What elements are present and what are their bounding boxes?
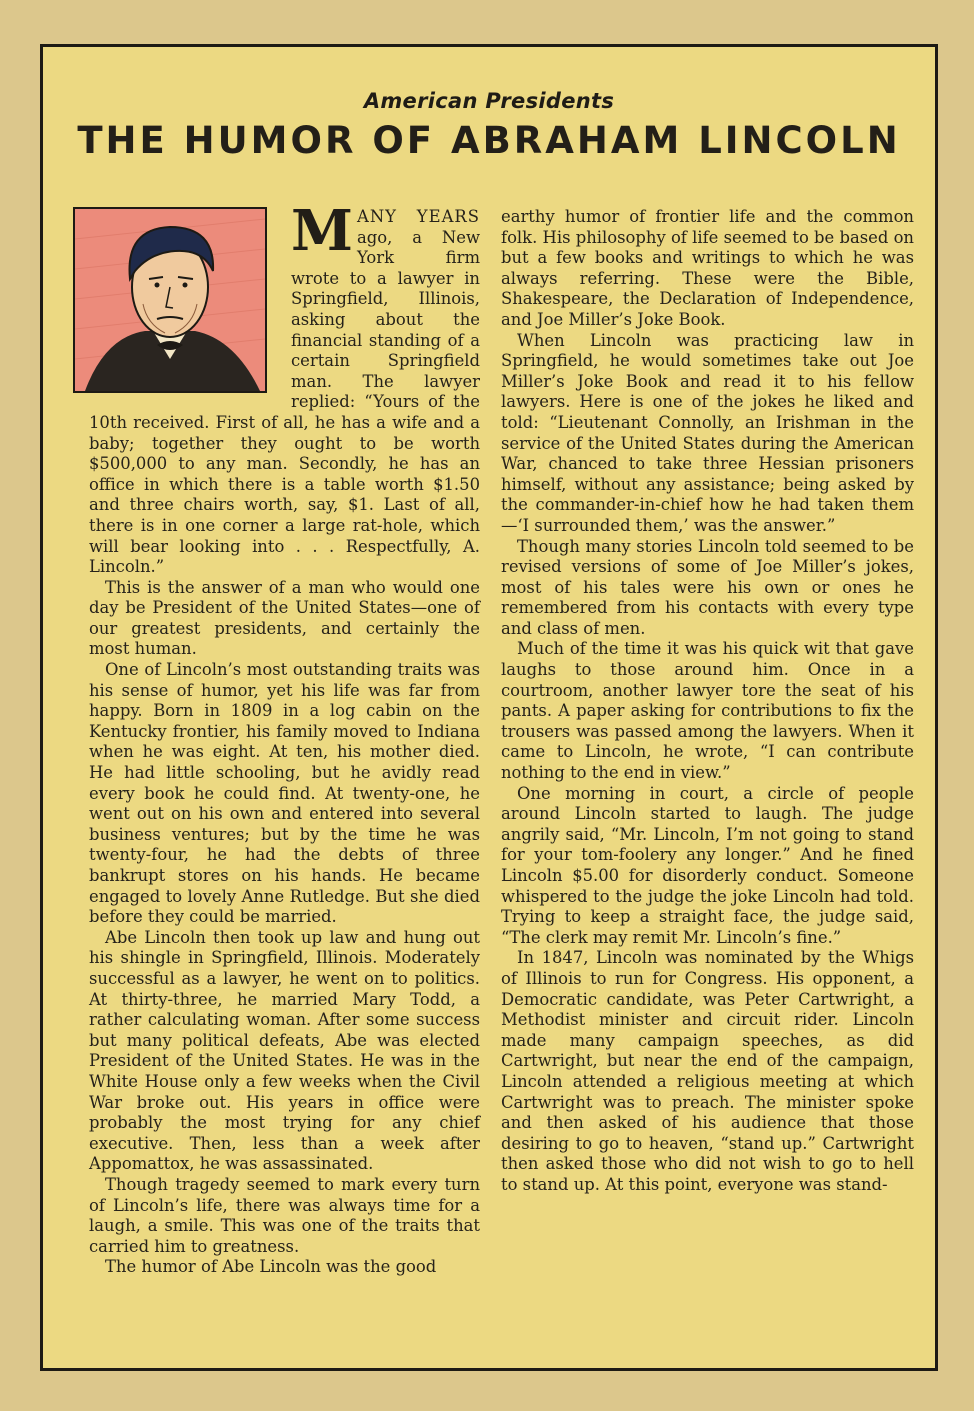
article-paragraph: One of Lincoln’s most outstanding traits was his sense of humor, yet his life was far from happy. Born in 1809 in a log cabin on the Kentucky frontier, his family moved to Indiana when he was eight. At ten, his mother died. He had little schooling, but he avidly read every book he could find. At twenty-one, he went out on his own and entered into several business ventures; but by the time he was twenty-four, he had the debts of three bankrupt stores on his hands. He became engaged to lovely Anne Rutledge. But she died before they could be married. [89,660,480,927]
series-title: American Presidents [363,89,615,113]
article-paragraph: This is the answer of a man who would one day be President of the United States—one of our greatest presidents, and certainly the most human. [89,577,480,659]
article-paragraph [89,198,480,578]
article-frame [40,44,938,1371]
opening-caps: ANY YEARS [357,207,480,226]
article-paragraph: Abe Lincoln then took up law and hung out his shingle in Springfield, Illinois. Moderately successful as a lawyer, he went on to politics. At thirty-three, he married Mary Todd, a rather calculating woman. After some success but many political defeats, Abe was elected President of the United States. He was in the White House only a few weeks when the Civil War broke out. His years in office were probably the most trying for any chief executive. Then, less than a week after Appomattox, he was assassinated. [89,927,480,1174]
left-column [89,198,480,1278]
drop-cap: M [291,198,353,264]
article-paragraph: When Lincoln was practicing law in Springfield, he would sometimes take out Joe Miller’s Joke Book and read it to his fellow lawyers. Here is one of the jokes he liked and told: “Lieutenant Connolly, an Irishman in the service of the United States during the American War, chanced to take three Hessian prisoners himself, without any assistance; being asked by the commander-in-chief how he had taken them—‘I surrounded them,’ was the answer.” [501,330,914,535]
article-paragraph: Much of the time it was his quick wit that gave laughs to those around him. Once in a courtroom, another lawyer tore the seat of his pants. A paper asking for contributions to fix the trousers was passed among the lawyers. When it came to Lincoln, he wrote, “I can contribute nothing to the end in view.” [501,639,914,783]
paragraph-text: ago, a New York firm wrote to a lawyer in Springfield, Illinois, asking about the financial standing of a certain Springfield man. The lawyer replied: “Yours of the 10th received. First of all, he has a wife and a baby; together they ought to be worth $500,000 to any man. Secondly, he has an office in which there is a table worth $1.50 and three chairs worth, say, $1. Last of all, there is in one corner a large rat-hole, which will bear looking into . . . Respectfully, A. Lincoln.” [89,227,480,577]
right-column [501,207,914,1196]
article-paragraph: earthy humor of frontier life and the common folk. His philosophy of life seemed to be based on but a few books and writings to which he was always referring. These were the Bible, Shakespeare, the Declaration of Independence, and Joe Miller’s Joke Book. [501,207,914,329]
article-paragraph: The humor of Abe Lincoln was the good [105,1257,437,1277]
article-paragraph: Though many stories Lincoln told seemed to be revised versions of some of Joe Miller’s jokes, most of his tales were his own or ones he remembered from his contacts with every type and class of men. [501,536,914,638]
article-paragraph: One morning in court, a circle of people around Lincoln started to laugh. The judge angrily said, “Mr. Lincoln, I’m not going to stand for your tom-foolery any longer.” And he fined Lincoln $5.00 for disorderly conduct. Someone whispered to the judge the joke Lincoln had told. Trying to keep a straight face, the judge said, “The clerk may remit Mr. Lincoln’s fine.” [501,783,914,947]
headline: THE HUMOR OF ABRAHAM LINCOLN [77,119,901,162]
article-paragraph: In 1847, Lincoln was nominated by the Whigs of Illinois to run for Congress. His opponent, a Democratic candidate, was Peter Cartwright, a Methodist minister and circuit rider. Lincoln made many campaign speeches, as did Cartwright, but near the end of the campaign, Lincoln attended a religious meeting at which Cartwright was to preach. The minister spoke and then asked of his audience that those desiring to go to heaven, “stand up.” Cartwright then asked those who did not wish to go to hell to stand up. At this point, everyone was stand- [501,948,914,1194]
article-paragraph: Though tragedy seemed to mark every turn of Lincoln’s life, there was always time for a laugh, a smile. This was one of the traits that carried him to greatness. [89,1174,480,1256]
